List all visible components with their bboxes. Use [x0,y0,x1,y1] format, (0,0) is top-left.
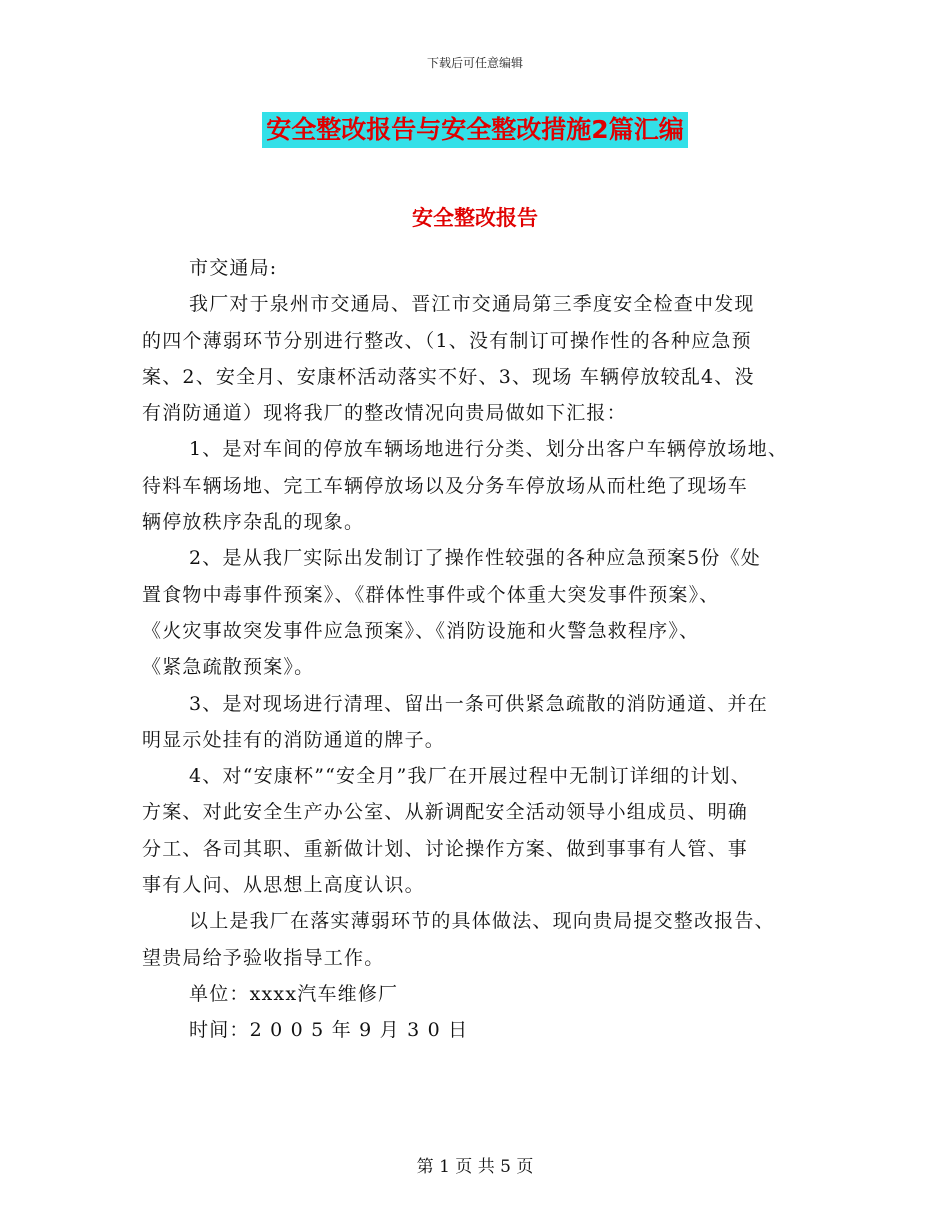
paragraph-line: 方案、对此安全生产办公室、从新调配安全活动领导小组成员、明确 [142,801,749,824]
signature-date-line: 时间：2 0 0 5 年 9 月 3 0 日 [189,1019,469,1042]
document-title [0,112,950,148]
salutation-line: 市交通局: [189,257,278,279]
signature-unit-line: 单位：xxxx汽车维修厂 [189,982,399,1005]
paragraph-line: 1、是对车间的停放车辆场地进行分类、划分出客户车辆停放场地、 [189,438,789,461]
page-number-footer: 第 1 页 共 5 页 [416,1157,534,1177]
paragraph-line: 4、对“安康杯”“安全月”我厂在开展过程中无制订详细的计划、 [189,765,751,788]
paragraph-line: 2、是从我厂实际出发制订了操作性较强的各种应急预案5份《处 [189,547,761,570]
paragraph-line: 辆停放秩序杂乱的现象。 [142,511,365,534]
page-header: 下载后可任意编辑 [426,56,523,70]
paragraph-line: 案、2、安全月、安康杯活动落实不好、3、现场 车辆停放较乱4、没 [142,365,755,388]
report-body [142,250,822,1049]
paragraph-line: 待料车辆场地、完工车辆停放场以及分务车停放场从而杜绝了现场车 [142,474,749,497]
paragraph-line: 的四个薄弱环节分别进行整改、（1、没有制订可操作性的各种应急预 [142,329,752,352]
paragraph-line: 事有人问、从思想上高度认识。 [142,874,425,897]
paragraph-line: 有消防通道）现将我厂的整改情况向贵局做如下汇报： [142,402,627,425]
paragraph-line: 望贵局给予验收指导工作。 [142,946,385,969]
section-title: 安全整改报告 [412,206,538,230]
paragraph-line: 《火灾事故突发事件应急预案》、《消防设施和火警急救程序》、 [142,619,700,642]
paragraph-line: 《紧急疏散预案》。 [142,656,315,679]
paragraph-line: 明显示处挂有的消防通道的牌子。 [142,728,446,751]
paragraph-line: 3、是对现场进行清理、留出一条可供紧急疏散的消防通道、并在 [189,692,768,715]
paragraph-line: 以上是我厂在落实薄弱环节的具体做法、现向贵局提交整改报告、 [189,910,775,933]
paragraph-line: 分工、各司其职、重新做计划、讨论操作方案、做到事事有人管、事 [142,837,749,860]
paragraph-line: 我厂对于泉州市交通局、晋江市交通局第三季度安全检查中发现 [189,293,755,316]
paragraph-line: 置食物中毒事件预案》、《群体性事件或个体重大突发事件预案》、 [142,583,720,606]
document-title-text: 安全整改报告与安全整改措施2篇汇编 [262,112,687,148]
